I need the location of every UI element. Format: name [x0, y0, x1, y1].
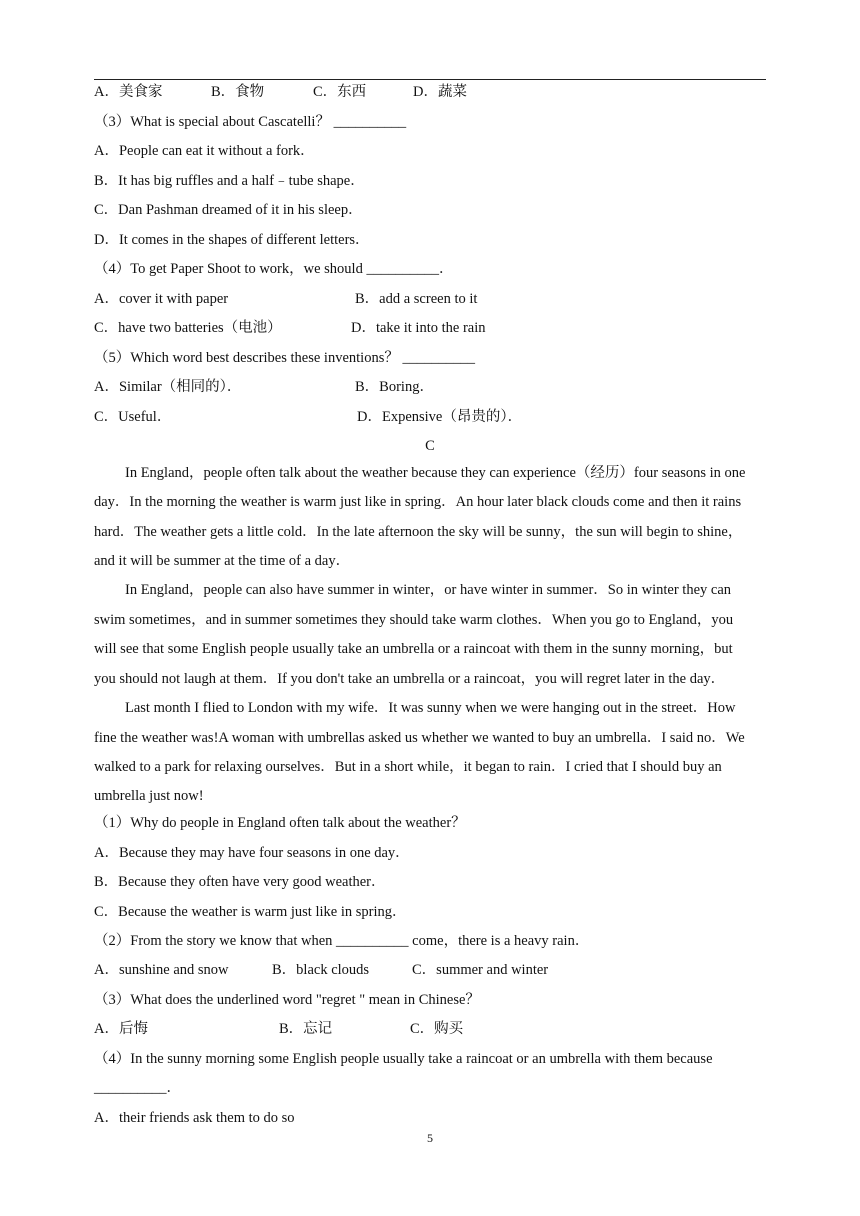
passage-line: you should not laugh at them．If you don't take an umbrella or a raincoat，you will regret later in the day．: [94, 671, 726, 687]
passage-line: day．In the morning the weather is warm just like in spring．An hour later black clouds come and then it rains: [94, 494, 742, 510]
passage-line: walked to a park for relaxing ourselves．But in a short while，it began to rain．I cried that I should buy an: [94, 759, 722, 775]
passage-line: swim sometimes，and in summer sometimes they should take warm clothes．When you go to England，you: [94, 612, 734, 628]
option-b: B．忘记: [279, 1021, 333, 1037]
option-b: B．Because they often have very good weather．: [94, 874, 386, 890]
option-b: B．black clouds: [272, 962, 370, 978]
passage-line: fine the weather was!A woman with umbrellas asked us whether we wanted to buy an umbrella．I said no．We: [94, 730, 745, 746]
option-a: A．后悔: [94, 1021, 148, 1037]
question-stem: （5）Which word best describes these inventions？ __________: [94, 350, 475, 366]
option-c: C．购买: [410, 1021, 464, 1037]
option-d: D．It comes in the shapes of different letters．: [94, 232, 370, 248]
question-stem: （3）What does the underlined word "regret " mean in Chinese？: [94, 992, 480, 1008]
option-a: A．cover it with paper: [94, 291, 229, 307]
option-a: A．美食家: [94, 84, 163, 100]
passage-line: hard．The weather gets a little cold．In the late afternoon the sky will be sunny，the sun will begin to shine，: [94, 524, 743, 540]
question-stem: （4）To get Paper Shoot to work，we should __________．: [94, 261, 454, 277]
option-a: A．Because they may have four seasons in one day．: [94, 845, 410, 861]
option-a: A．People can eat it without a fork．: [94, 143, 315, 159]
option-a: A．sunshine and snow: [94, 962, 229, 978]
option-c: C．summer and winter: [412, 962, 549, 978]
passage-line: and it will be summer at the time of a day．: [94, 553, 351, 569]
question-stem: （3）What is special about Cascatelli？ __________: [94, 114, 407, 130]
question-stem: （2）From the story we know that when __________ come，there is a heavy rain．: [94, 933, 590, 949]
passage-line: In England，people can also have summer in winter，or have winter in summer．So in winter they can: [125, 582, 732, 598]
page-number: 5: [427, 1131, 433, 1145]
answer-blank: __________．: [94, 1080, 181, 1096]
option-c: C．东西: [313, 84, 367, 100]
passage-line: umbrella just now!: [94, 788, 204, 804]
header-rule: [94, 79, 766, 80]
question-stem: （4）In the sunny morning some English people usually take a raincoat or an umbrella with them because: [94, 1051, 713, 1067]
option-b: B．食物: [211, 84, 265, 100]
option-c: C．Useful．: [94, 409, 172, 425]
passage-line: Last month I flied to London with my wife．It was sunny when we were hanging out in the street．How: [125, 700, 736, 716]
option-b: B．Boring．: [355, 379, 434, 395]
option-c: C．Dan Pashman dreamed of it in his sleep．: [94, 202, 363, 218]
option-b: B．It has big ruffles and a half﹣tube shape．: [94, 173, 365, 189]
option-c: C．have two batteries（电池）: [94, 320, 282, 336]
option-a: A．Similar（相同的）．: [94, 379, 242, 395]
option-d: D．take it into the rain: [351, 320, 486, 336]
passage-line: In England，people often talk about the weather because they can experience（经历）four seasons in one: [125, 465, 746, 481]
option-d: D．Expensive（昂贵的）．: [357, 409, 523, 425]
option-b: B．add a screen to it: [355, 291, 478, 307]
option-a: A．their friends ask them to do so: [94, 1110, 295, 1126]
option-c: C．Because the weather is warm just like in spring．: [94, 904, 407, 920]
passage-line: will see that some English people usually take an umbrella or a raincoat with them in the sunny morning，but: [94, 641, 733, 657]
section-heading: C: [425, 438, 435, 454]
option-d: D．蔬菜: [413, 84, 467, 100]
question-stem: （1）Why do people in England often talk about the weather？: [94, 815, 466, 831]
